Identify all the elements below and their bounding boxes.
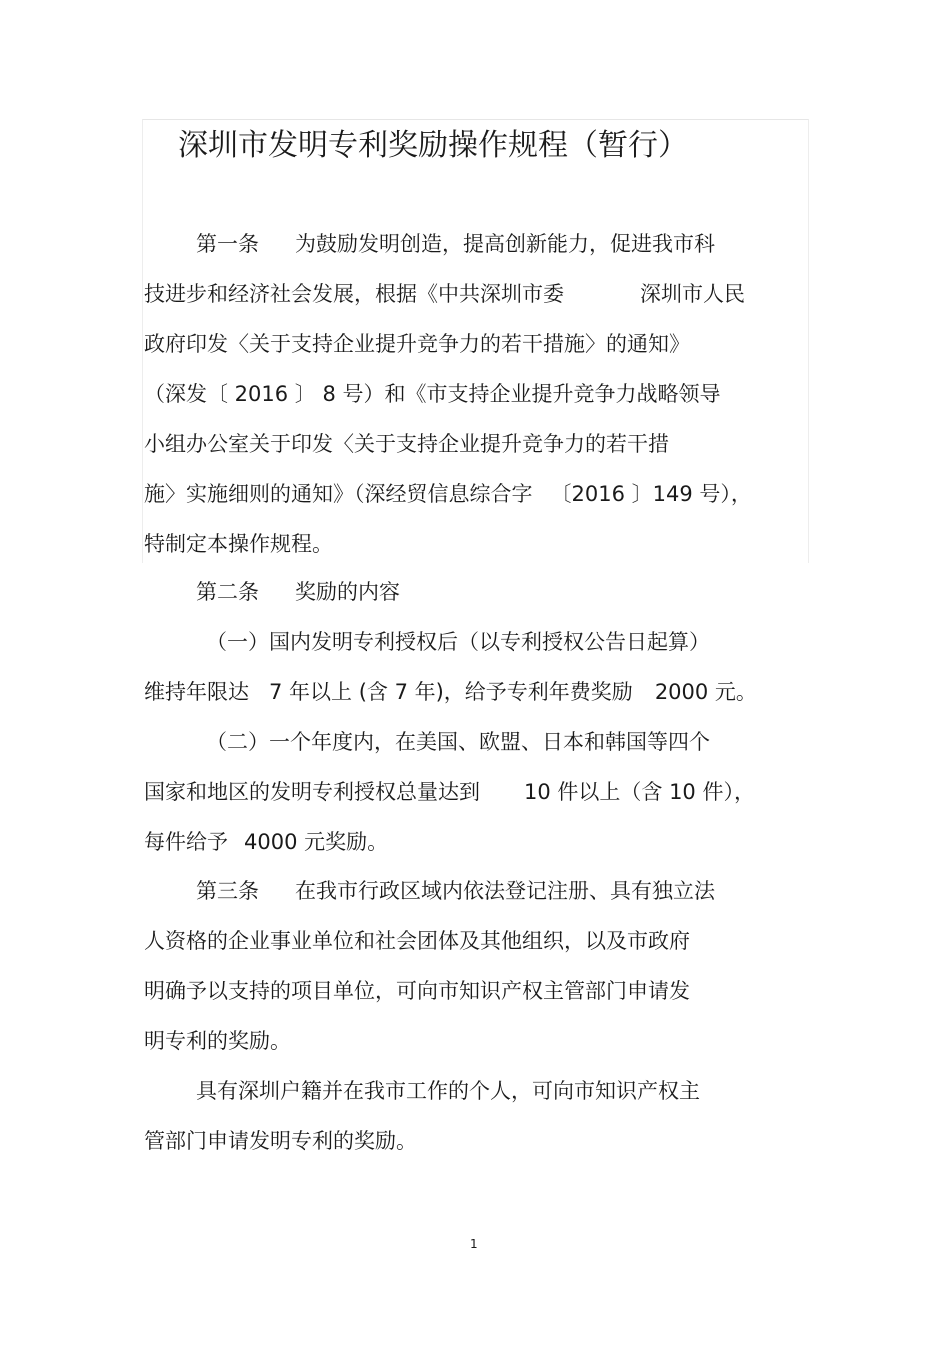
article-1-line-7: 特制定本操作规程。	[144, 532, 333, 556]
article-3-line-3: 明确予以支持的项目单位，可向市知识产权主管部门申请发	[144, 979, 690, 1003]
article-1-line-1	[196, 229, 715, 259]
item-2-text: 国家和地区的发明专利授权总量达到	[144, 780, 480, 804]
article-2-heading	[196, 577, 400, 607]
article-1-text: 〔2016 〕149 号），	[550, 482, 752, 506]
article-1-text: 技进步和经济社会发展，根据《中共深圳市委	[144, 282, 564, 306]
article-1-label: 第一条	[196, 232, 259, 256]
article-2-text: 奖励的内容	[295, 580, 400, 604]
article-1-line-3: 政府印发〈关于支持企业提升竞争力的若干措施〉的通知》	[144, 332, 690, 356]
article-1-line-2	[144, 279, 745, 309]
article-3-line-2: 人资格的企业事业单位和社会团体及其他组织，以及市政府	[144, 929, 690, 953]
article-1-text: 为鼓励发明创造，提高创新能力，促进我市科	[295, 232, 715, 256]
article-3-label: 第三条	[196, 879, 259, 903]
item-2-text: 10 件以上（含 10 件），	[524, 780, 755, 804]
article-3-text: 在我市行政区域内依法登记注册、具有独立法	[295, 879, 715, 903]
article-1-text: 深圳市人民	[640, 282, 745, 306]
page-number: 1	[470, 1237, 478, 1251]
article-1-line-4: （深发〔 2016 〕 8 号）和《市支持企业提升竞争力战略领导	[144, 382, 721, 406]
article-1-line-5: 小组办公室关于印发〈关于支持企业提升竞争力的若干措	[144, 432, 669, 456]
item-2-line-3	[144, 827, 388, 857]
article-3-line-1	[196, 876, 715, 906]
article-1-line-6	[144, 479, 752, 509]
document-title: 深圳市发明专利奖励操作规程（暂行）	[178, 128, 688, 163]
item-2-amount: 4000 元奖励。	[244, 830, 389, 854]
item-2-line-1: （二）一个年度内，在美国、欧盟、日本和韩国等四个	[206, 730, 710, 754]
article-3-para-2-line-2: 管部门申请发明专利的奖励。	[144, 1129, 417, 1153]
item-1-line-1: （一）国内发明专利授权后（以专利授权公告日起算）	[206, 630, 710, 654]
article-1-text: 施〉实施细则的通知》（深经贸信息综合字	[144, 482, 533, 506]
article-2-label: 第二条	[196, 580, 259, 604]
item-1-text: 7 年以上 (含 7 年)，给予专利年费奖励	[269, 680, 633, 704]
article-3-para-2-line-1: 具有深圳户籍并在我市工作的个人，可向市知识产权主	[196, 1079, 700, 1103]
item-2-text: 每件给予	[144, 830, 228, 854]
item-1-line-2	[144, 677, 757, 707]
item-2-line-2	[144, 777, 755, 807]
item-1-text: 维持年限达	[144, 680, 249, 704]
item-1-amount: 2000 元。	[654, 680, 757, 704]
article-3-line-4: 明专利的奖励。	[144, 1029, 291, 1053]
